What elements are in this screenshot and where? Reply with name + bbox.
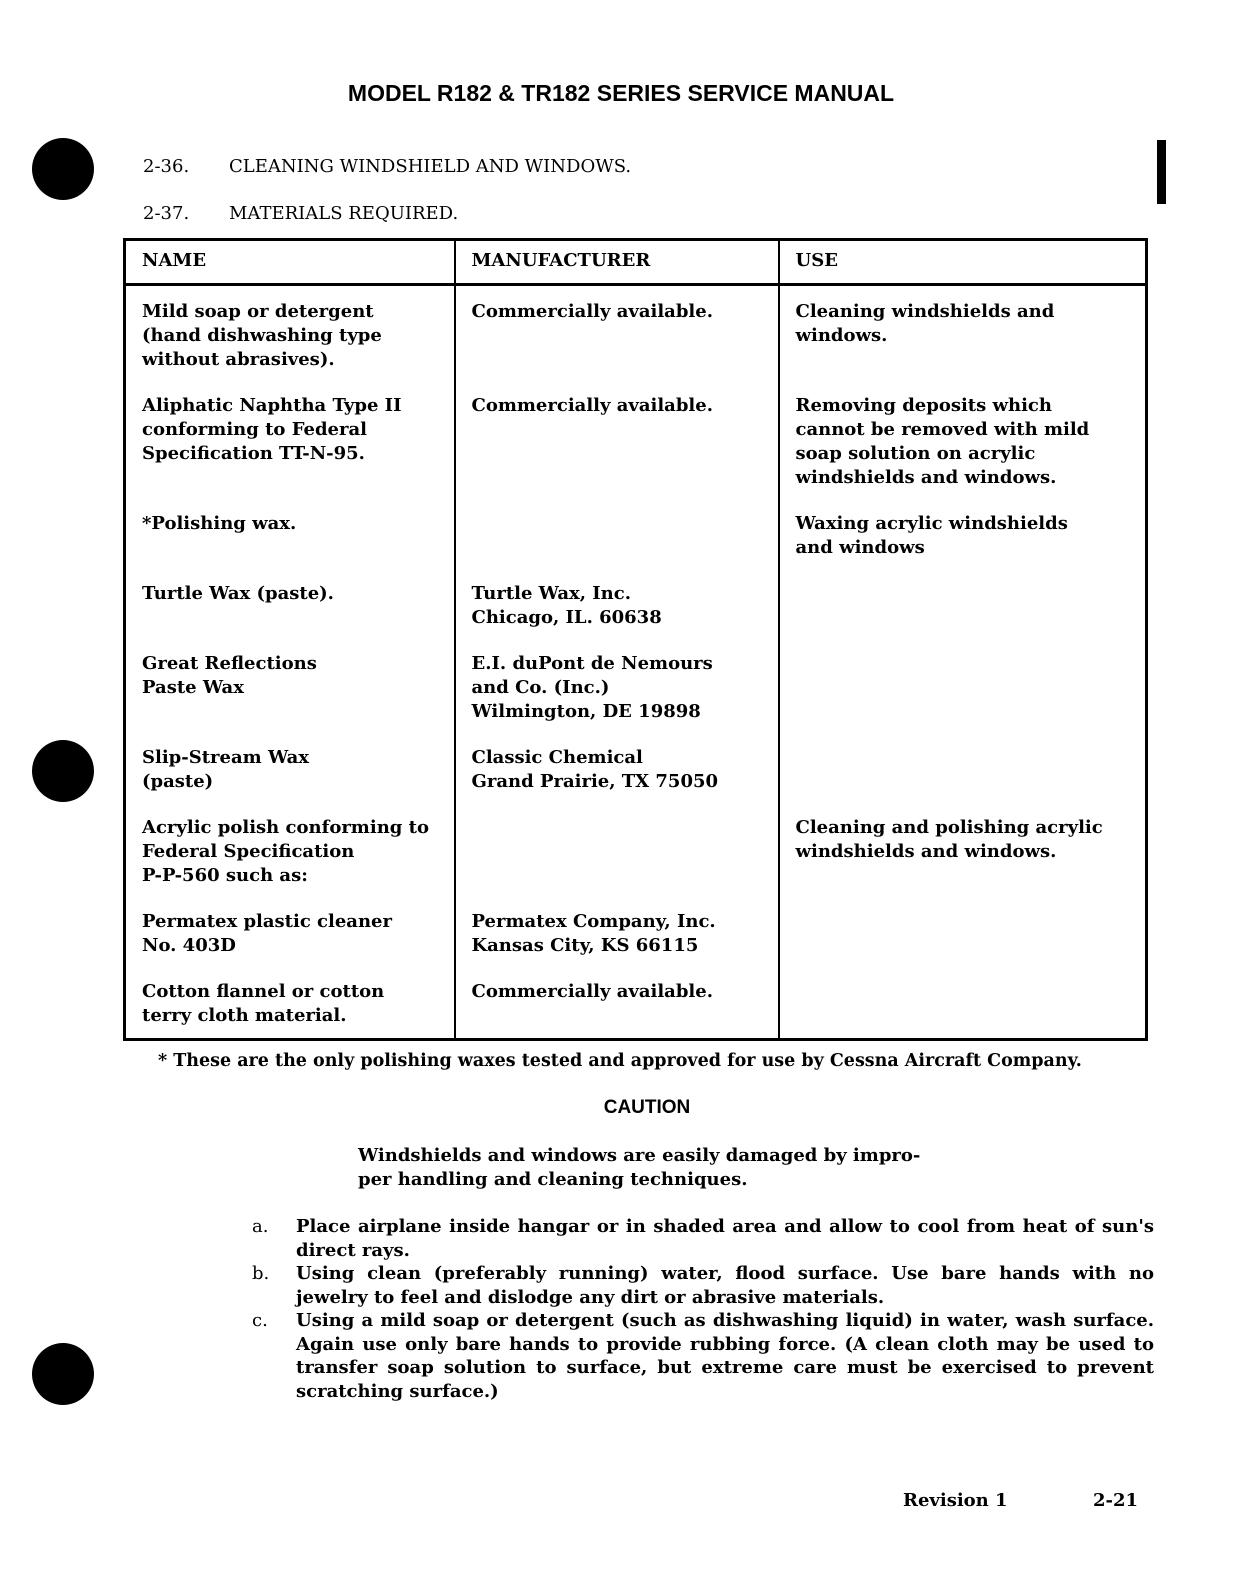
column-header-name: NAME [125, 240, 455, 285]
caution-heading: CAUTION [603, 1097, 691, 1118]
step-text: Using clean (preferably running) water, flood surface. Use bare hands with no jewelry to feel and dislodge any dirt or abrasive materials. [296, 1263, 1154, 1308]
name-cell: Acrylic polish conforming to Federal Specification P-P-560 such as: [142, 817, 429, 886]
name-cell: Aliphatic Naphtha Type II conforming to Federal Specification TT-N-95. [142, 395, 402, 464]
use-cell: Waxing acrylic windshields and windows [779, 500, 1147, 570]
section-number: 2-37. [143, 203, 190, 224]
table-row [125, 382, 1147, 500]
table-row [125, 570, 1147, 640]
section-heading-2-36 [143, 156, 631, 177]
table-row [125, 968, 1147, 1040]
section-number: 2-36. [143, 156, 190, 177]
use-cell [779, 898, 1147, 968]
page-title: MODEL R182 & TR182 SERIES SERVICE MANUAL [347, 80, 895, 106]
use-cell [779, 968, 1147, 1040]
table-row [125, 734, 1147, 804]
name-cell: Mild soap or detergent (hand dishwashing type without abrasives). [142, 301, 382, 370]
name-cell: Great Reflections Paste Wax [142, 653, 317, 698]
step-text: Place airplane inside hangar or in shaded area and allow to cool from heat of sun's direct rays. [296, 1216, 1154, 1261]
manufacturer-cell: Commercially available. [455, 968, 779, 1040]
step-label: b. [252, 1263, 270, 1284]
list-item [252, 1215, 1154, 1262]
name-cell: Turtle Wax (paste). [142, 583, 334, 604]
table-footnote: * These are the only polishing waxes tested and approved for use by Cessna Aircraft Company. [158, 1051, 1082, 1071]
manufacturer-cell: E.I. duPont de Nemours and Co. (Inc.) Wilmington, DE 19898 [455, 640, 779, 734]
table-row [125, 500, 1147, 570]
binder-hole-middle [32, 740, 94, 802]
caution-text: Windshields and windows are easily damaged by impro- per handling and cleaning techniques. [358, 1145, 921, 1190]
materials-table [123, 238, 1148, 1041]
manufacturer-cell: Commercially available. [455, 382, 779, 500]
step-text: Using a mild soap or detergent (such as dishwashing liquid) in water, wash surface. Again use only bare hands to provide rubbing force. (A clean cloth may be used to transfer soap solution to surface, but extreme care must be exercised to prevent scratching surface.) [296, 1310, 1154, 1402]
manufacturer-cell [455, 804, 779, 898]
revision-label: Revision 1 [903, 1490, 1008, 1511]
column-header-manufacturer: MANUFACTURER [455, 240, 779, 285]
use-cell [779, 734, 1147, 804]
manufacturer-cell: Turtle Wax, Inc. Chicago, IL. 60638 [455, 570, 779, 640]
list-item [252, 1309, 1154, 1403]
manufacturer-cell: Classic Chemical Grand Prairie, TX 75050 [455, 734, 779, 804]
binder-hole-bottom [32, 1343, 94, 1405]
use-cell [779, 570, 1147, 640]
section-title: CLEANING WINDSHIELD AND WINDOWS. [229, 156, 632, 177]
column-header-use: USE [779, 240, 1147, 285]
table-row [125, 640, 1147, 734]
name-cell: Permatex plastic cleaner No. 403D [142, 911, 392, 956]
procedure-steps [252, 1215, 1154, 1403]
name-cell: Slip-Stream Wax (paste) [142, 747, 310, 792]
use-cell: Cleaning windshields and windows. [779, 285, 1147, 383]
binder-hole-top [32, 138, 94, 200]
use-cell: Cleaning and polishing acrylic windshields and windows. [779, 804, 1147, 898]
use-cell [779, 640, 1147, 734]
revision-bar [1157, 140, 1166, 204]
section-title: MATERIALS REQUIRED. [229, 203, 459, 224]
name-cell: Cotton flannel or cotton terry cloth material. [142, 981, 385, 1026]
manufacturer-cell: Commercially available. [455, 285, 779, 383]
section-heading-2-37 [143, 203, 458, 224]
use-cell: Removing deposits which cannot be removed with mild soap solution on acrylic windshields and windows. [779, 382, 1147, 500]
manufacturer-cell [455, 500, 779, 570]
step-label: c. [252, 1310, 268, 1331]
list-item [252, 1262, 1154, 1309]
page-number: 2-21 [1093, 1490, 1139, 1511]
table-header-row [125, 240, 1147, 285]
table-row [125, 285, 1147, 383]
table-row [125, 898, 1147, 968]
manufacturer-cell: Permatex Company, Inc. Kansas City, KS 66115 [455, 898, 779, 968]
table-row [125, 804, 1147, 898]
name-cell: *Polishing wax. [142, 513, 297, 534]
step-label: a. [252, 1216, 269, 1237]
